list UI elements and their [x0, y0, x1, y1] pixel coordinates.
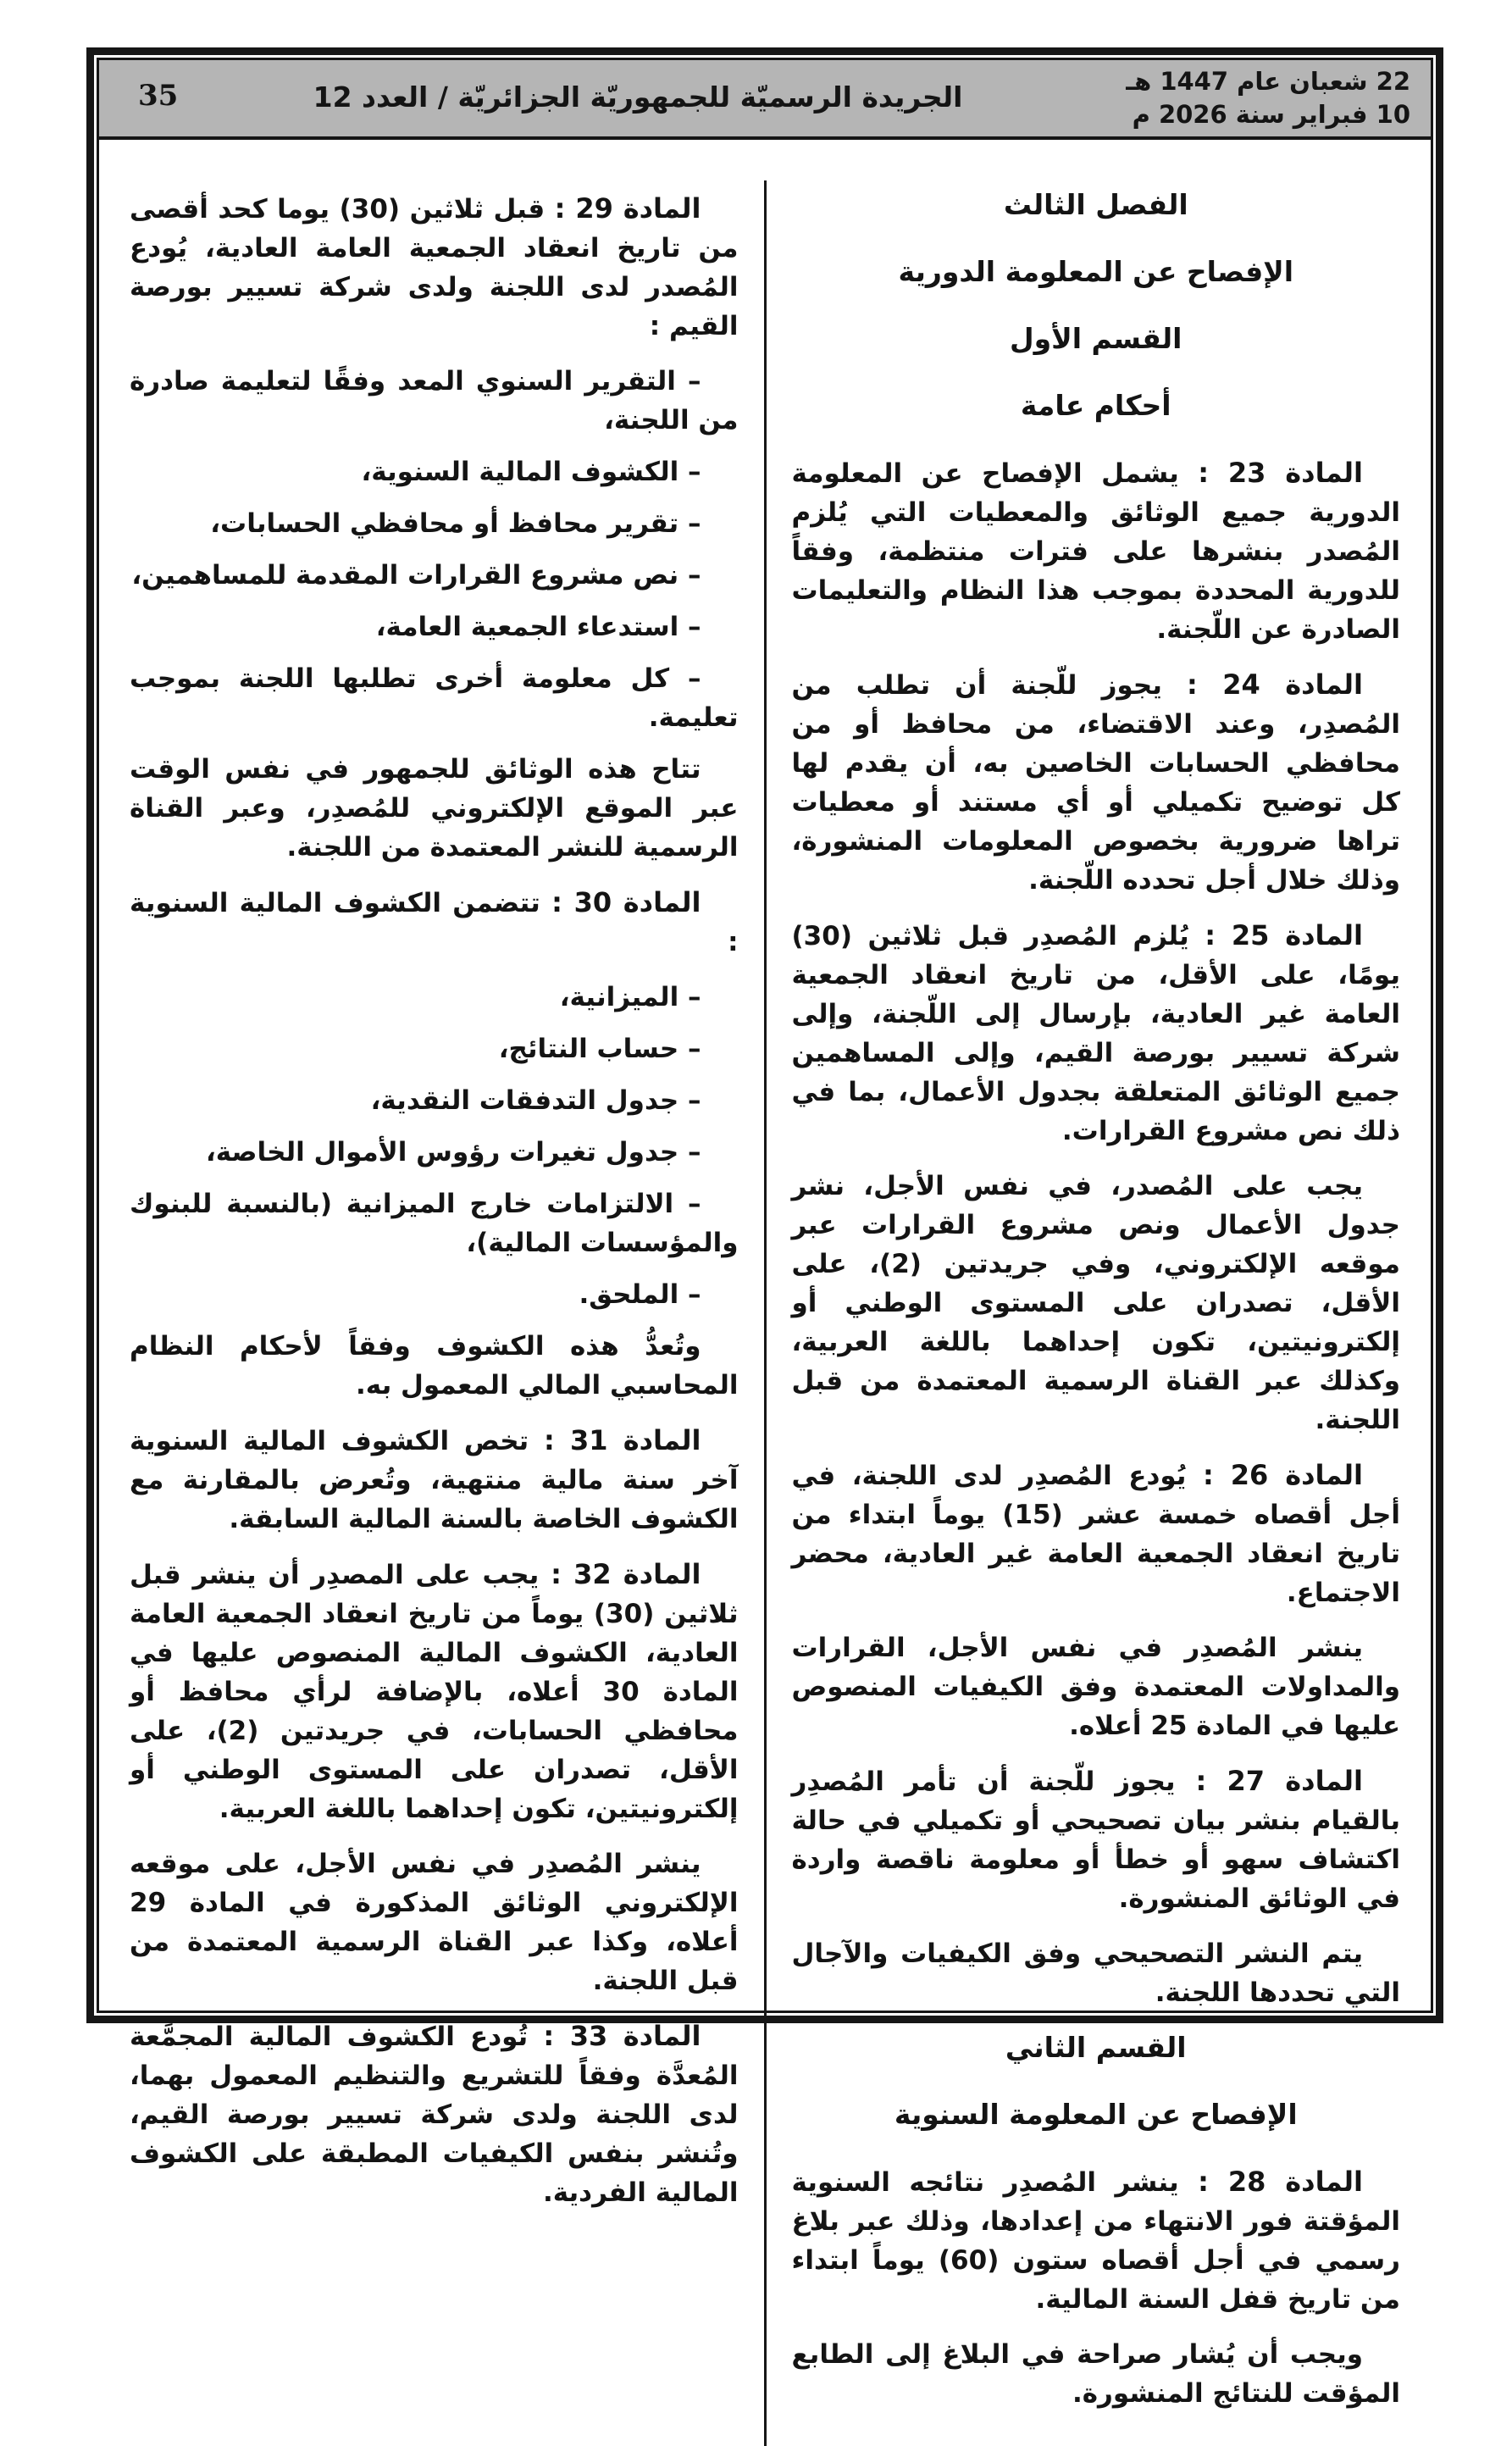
issue-dates — [1126, 65, 1410, 131]
list-item: – الميزانية، — [559, 982, 701, 1012]
section-heading: أحكام عامة — [1020, 389, 1171, 422]
article-text: يُودع المُصدِر لدى اللجنة، في أجل أقصاه خمسة عشر (15) يوماً ابتداء من تاريخ انعقاد الجمعية العامة غير العادية، محضر الاجتماع. — [791, 1461, 1400, 1608]
article-number-label: المادة 30 : — [551, 886, 701, 918]
page-body — [99, 140, 1431, 2446]
article-paragraph — [792, 1456, 1401, 1612]
paragraph: ويجب أن يُشار صراحة في البلاغ إلى الطابع المؤقت للنتائج المنشورة. — [791, 2339, 1400, 2409]
article-paragraph — [792, 453, 1401, 649]
article-paragraph — [130, 2016, 739, 2212]
article-number-label: المادة 26 : — [1203, 1459, 1364, 1491]
paragraph: يتم النشر التصحيحي وفق الكيفيات والآجال التي تحددها اللجنة. — [791, 1938, 1400, 2008]
page-header — [99, 60, 1431, 140]
paragraph: ينشر المُصدِر في نفس الأجل، القرارات والمداولات المعتمدة وفق الكيفيات المنصوص عليها في المادة 25 أعلاه. — [791, 1633, 1400, 1741]
list-item: – تقرير محافظ أو محافظي الحسابات، — [210, 508, 701, 539]
article-paragraph — [792, 1761, 1401, 1918]
paragraph: ينشر المُصدِر في نفس الأجل، على موقعه الإلكتروني الوثائق المذكورة في المادة 29 أعلاه، وكذا عبر القناة الرسمية المعتمدة من قبل اللجنة. — [130, 1849, 739, 1996]
paragraph: تتاح هذه الوثائق للجمهور في نفس الوقت عبر الموقع الإلكتروني للمُصدِر، وعبر القناة الرسمية للنشر المعتمدة من اللجنة. — [130, 754, 739, 862]
article-number-label: المادة 24 : — [1186, 668, 1364, 701]
article-text: تخص الكشوف المالية السنوية آخر سنة مالية منتهية، وتُعرض بالمقارنة مع الكشوف الخاصة بالسنة المالية السابقة. — [130, 1426, 739, 1534]
article-text: يجوز للّجنة أن تطلب من المُصدِر، وعند الاقتضاء، من محافظ أو من محافظي الحسابات الخاصين به، أن يقدم لها كل توضيح تكميلي أو أي مستند أو معطيات تراها ضرورية بخصوص المعلومات المنشورة، وذلك خلال أجل تحدده اللّجنة. — [791, 670, 1400, 896]
section-heading: القسم الأول — [1010, 322, 1182, 355]
gregorian-date: 10 فبراير سنة 2026 م — [1132, 100, 1410, 129]
list-item: – جدول تغيرات رؤوس الأموال الخاصة، — [205, 1137, 701, 1168]
list-item: – استدعاء الجمعية العامة، — [375, 612, 701, 642]
list-item: – الالتزامات خارج الميزانية (بالنسبة للبنوك والمؤسسات المالية)، — [130, 1189, 739, 1258]
article-number-label: المادة 28 : — [1198, 2166, 1364, 2198]
article-number-label: المادة 23 : — [1198, 457, 1364, 489]
article-paragraph — [130, 1421, 739, 1539]
article-number-label: المادة 29 : — [554, 192, 701, 225]
article-paragraph — [130, 189, 739, 346]
article-text: يجب على المصدِر أن ينشر قبل ثلاثين (30) يوماً من تاريخ انعقاد الجمعية العامة العادية، الكشوف المالية المنصوص عليها في المادة 30 أعلاه، بالإضافة لرأي محافظ أو محافظي الحسابات، في جريدتين (2)، على الأقل، تصدران على المستوى الوطني أو إلكترونيتين، تكون إحداهما باللغة العربية. — [130, 1560, 739, 1824]
column-left — [99, 140, 764, 2446]
paragraph: يجب على المُصدر، في نفس الأجل، نشر جدول الأعمال ونص مشروع القرارات عبر موقعه الإلكتروني، وفي جريدتين (2)، على الأقل، تصدران على المستوى الوطني أو إلكترونيتين، تكون إحداهما باللغة العربية، وكذلك عبر القناة الرسمية المعتمدة من قبل اللجنة. — [791, 1171, 1400, 1435]
list-item: – حساب النتائج، — [498, 1034, 701, 1064]
page-inner-frame — [97, 58, 1433, 2409]
article-text: يجوز للّجنة أن تأمر المُصدِر بالقيام بنشر بيان تصحيحي أو تكميلي في حالة اكتشاف سهو أو خطأ أو معلومة ناقصة واردة في الوثائق المنشورة. — [791, 1767, 1400, 1914]
section-heading: الإفصاح عن المعلومة الدورية — [898, 255, 1294, 288]
page-frame — [86, 47, 1443, 2409]
list-item: – كل معلومة أخرى تطلبها اللجنة بموجب تعليمة. — [130, 663, 739, 733]
article-number-label: المادة 25 : — [1205, 919, 1363, 951]
section-heading: الإفصاح عن المعلومة السنوية — [894, 2098, 1298, 2131]
paragraph: وتُعدُّ هذه الكشوف وفقاً لأحكام النظام المحاسبي المالي المعمول به. — [130, 1331, 739, 1400]
article-paragraph — [792, 665, 1401, 900]
list-item: – الكشوف المالية السنوية، — [361, 457, 701, 487]
section-heading: الفصل الثالث — [1003, 188, 1188, 221]
list-item: – الملحق. — [579, 1279, 701, 1310]
article-paragraph — [792, 916, 1401, 1151]
list-item: – نص مشروع القرارات المقدمة للمساهمين، — [131, 560, 701, 591]
article-paragraph — [130, 883, 739, 962]
article-number-label: المادة 31 : — [544, 1424, 701, 1456]
article-text: ينشر المُصدِر نتائجه السنوية المؤقتة فور الانتهاء من إعدادها، وذلك عبر بلاغ رسمي في أجل أقصاه ستون (60) يوماً ابتداء من تاريخ قفل السنة المالية. — [791, 2167, 1400, 2315]
article-text: تُودع الكشوف المالية المجمَّعة المُعدَّة وفقاً للتشريع والتنظيم المعمول بهما، لدى اللجنة ولدى شركة تسيير بورصة القيم، وتُنشر بنفس الكيفيات المطبقة على الكشوف المالية الفردية. — [130, 2022, 739, 2208]
article-number-label: المادة 32 : — [551, 1558, 701, 1590]
gazette-title: الجريدة الرسميّة للجمهوريّة الجزائريّة / العدد 12 — [313, 80, 963, 114]
article-number-label: المادة 33 : — [543, 2020, 701, 2052]
article-text: يشمل الإفصاح عن المعلومة الدورية جميع الوثائق والمعطيات التي يُلزم المُصدر بنشرها على فترات منتظمة، وفقاً للدورية المحددة بموجب هذا النظام والتعليمات الصادرة عن اللّجنة. — [791, 458, 1400, 645]
article-text: قبل ثلاثين (30) يوما كحد أقصى من تاريخ انعقاد الجمعية العامة العادية، يُودع المُصدر لدى اللجنة ولدى شركة تسيير بورصة القيم : — [130, 194, 739, 341]
list-item: – جدول التدفقات النقدية، — [370, 1085, 701, 1116]
column-right — [767, 140, 1432, 2446]
page-number: 35 — [138, 79, 179, 113]
article-paragraph — [792, 2162, 1401, 2319]
article-number-label: المادة 27 : — [1195, 1765, 1364, 1797]
article-text: تتضمن الكشوف المالية السنوية : — [130, 888, 739, 957]
article-text: يُلزم المُصدِر قبل ثلاثين (30) يومًا، على الأقل، من تاريخ انعقاد الجمعية العامة غير العادية، بإرسال إلى اللّجنة، وإلى شركة تسيير بورصة القيم، وإلى المساهمين جميع الوثائق المتعلقة بجدول الأعمال، بما في ذلك نص مشروع القرارات. — [791, 921, 1400, 1146]
article-paragraph — [130, 1555, 739, 1828]
section-heading: القسم الثاني — [1005, 2031, 1187, 2064]
list-item: – التقرير السنوي المعد وفقًا لتعليمة صادرة من اللجنة، — [130, 366, 739, 435]
hijri-date: 22 شعبان عام 1447 هـ — [1126, 67, 1410, 96]
